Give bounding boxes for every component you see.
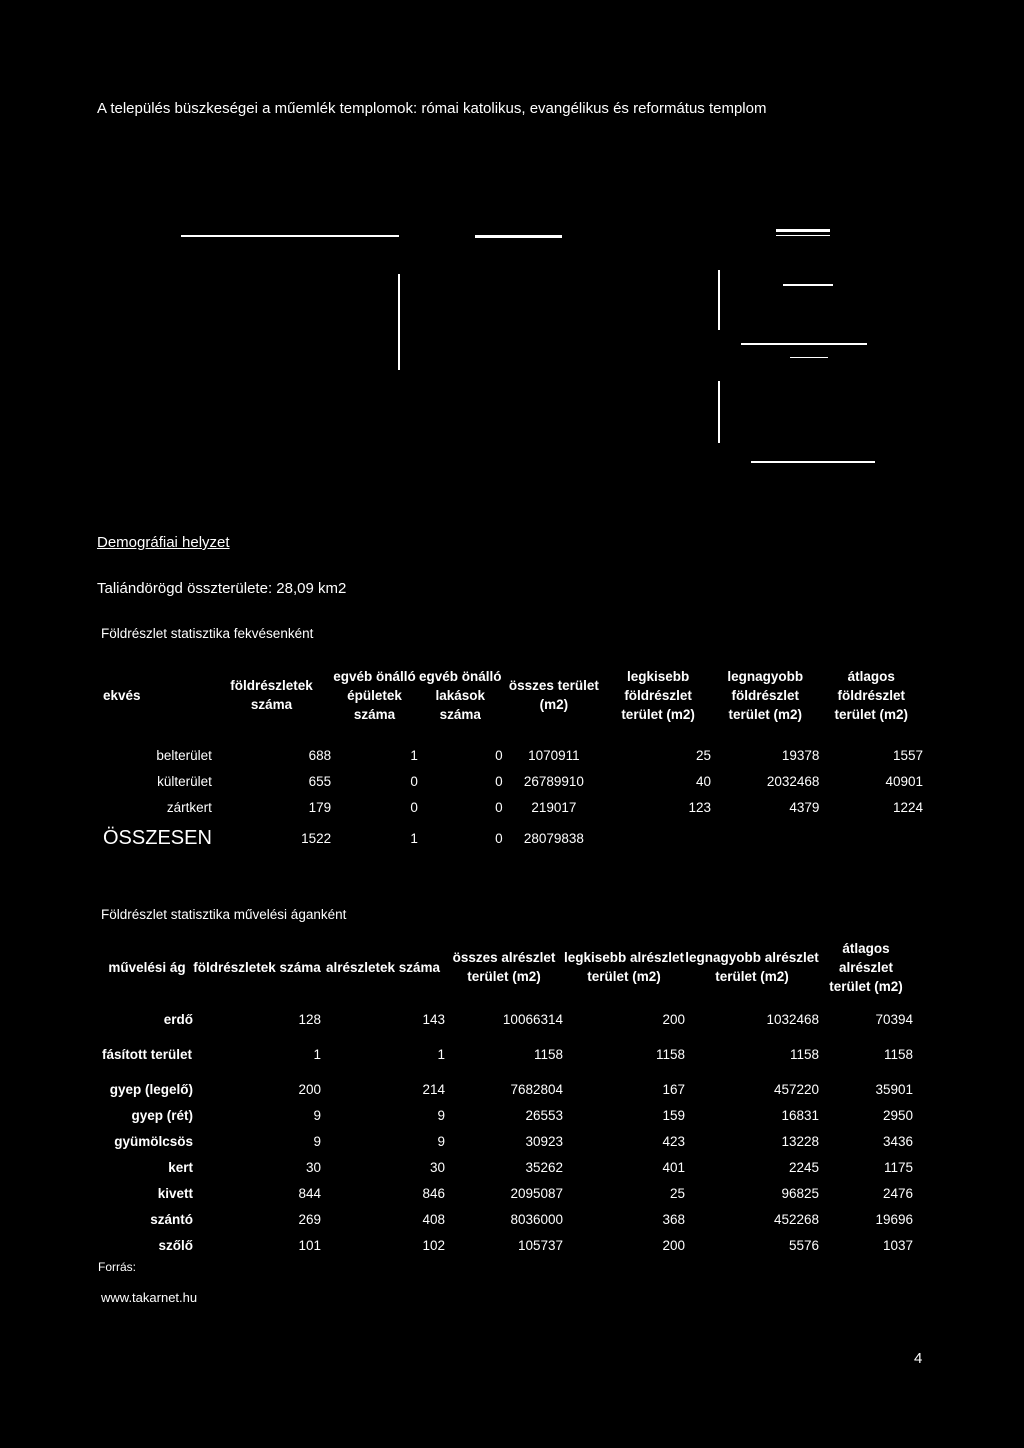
cell: 0: [495, 747, 503, 763]
cell: 10066314: [502, 1011, 563, 1027]
row-label: kert: [168, 1159, 193, 1175]
cell: 1158: [789, 1046, 819, 1062]
row-label: gyümölcsös: [114, 1133, 193, 1149]
table-by-location: [103, 648, 923, 856]
cell: [819, 820, 923, 856]
cell: 452268: [773, 1211, 819, 1227]
cell: 2950: [882, 1107, 913, 1123]
cell: 655: [308, 773, 332, 789]
cell: [711, 820, 819, 856]
cell: 96825: [781, 1185, 819, 1201]
cell: 9: [437, 1107, 445, 1123]
cell: 5576: [788, 1237, 819, 1253]
cell: 16831: [781, 1107, 819, 1123]
cell: 35901: [875, 1081, 913, 1097]
row-label: zártkert: [166, 799, 212, 815]
cell: 4379: [789, 799, 820, 815]
table-row: [101, 1128, 913, 1154]
col-header: földrészletek száma: [230, 678, 313, 712]
cell: 1224: [892, 799, 923, 815]
headline: A település büszkeségei a műemlék templomok: római katolikus, evangélikus és református templom: [97, 100, 767, 117]
col-header: ekvés: [103, 687, 141, 703]
cell: 179: [308, 799, 332, 815]
row-label: külterület: [157, 773, 212, 789]
page-number: 4: [914, 1350, 923, 1367]
cell: 2476: [882, 1185, 913, 1201]
cell: 401: [662, 1159, 685, 1175]
cell: 688: [308, 747, 332, 763]
cell: 30923: [525, 1133, 563, 1149]
col-header: alrészletek száma: [325, 959, 441, 975]
row-label: gyep (legelő): [109, 1081, 193, 1097]
table-row: [101, 1102, 913, 1128]
cell: 1037: [882, 1237, 913, 1253]
col-header: összes terület (m2): [508, 678, 599, 712]
cell: 408: [422, 1211, 445, 1227]
cell: 105737: [517, 1237, 563, 1253]
cell: 2245: [788, 1159, 819, 1175]
total-row: [103, 820, 923, 856]
cell: 368: [662, 1211, 685, 1227]
cell: 13228: [781, 1133, 819, 1149]
cell: 35262: [525, 1159, 563, 1175]
row-label: szőlő: [158, 1237, 193, 1253]
cell: 1: [410, 747, 418, 763]
cell: 846: [422, 1185, 445, 1201]
section-title: Demográfiai helyzet: [97, 534, 230, 551]
cell: 9: [437, 1133, 445, 1149]
cell: 123: [688, 799, 711, 815]
cell: 25: [669, 1185, 685, 1201]
table-row: [103, 768, 923, 794]
cell: 844: [298, 1185, 321, 1201]
cell: 457220: [773, 1081, 819, 1097]
table-row: [103, 794, 923, 820]
source-website: www.takarnet.hu: [101, 1290, 198, 1305]
cell: 19378: [781, 747, 820, 763]
cell: 70394: [875, 1011, 913, 1027]
cell: 40901: [885, 773, 923, 789]
cell: 0: [495, 799, 503, 815]
cell: 7682804: [510, 1081, 563, 1097]
cell: 0: [495, 830, 503, 846]
cell: 8036000: [510, 1211, 563, 1227]
table2-title: Földrészlet statisztika művelési áganként: [101, 907, 347, 922]
cell: 1: [313, 1046, 321, 1062]
cell: 200: [298, 1081, 321, 1097]
cell: 9: [313, 1133, 321, 1149]
cell: 102: [422, 1237, 445, 1253]
cell: 143: [422, 1011, 445, 1027]
cell: 3436: [882, 1133, 913, 1149]
cell: 200: [662, 1011, 685, 1027]
row-label: gyep (rét): [131, 1107, 193, 1123]
source-label: Forrás:: [98, 1260, 137, 1274]
cell: 1158: [883, 1046, 913, 1062]
cell: 30: [429, 1159, 445, 1175]
cell: 1158: [533, 1046, 563, 1062]
table1-title: Földrészlet statisztika fekvésenként: [101, 626, 314, 641]
cell: 219017: [531, 799, 577, 815]
table-row: [101, 1006, 913, 1032]
table-row: [103, 742, 923, 768]
cell: 1032468: [766, 1011, 819, 1027]
total-label: ÖSSZESEN: [103, 826, 212, 849]
cell: 1: [437, 1046, 445, 1062]
table-row: [101, 1032, 913, 1076]
cell: 19696: [875, 1211, 913, 1227]
cell: 2095087: [510, 1185, 563, 1201]
cell: 40: [695, 773, 711, 789]
row-label: belterület: [156, 747, 212, 763]
table-row: [101, 1206, 913, 1232]
cell: 28079838: [523, 830, 584, 846]
cell: 25: [695, 747, 711, 763]
row-label: fásított terület: [101, 1046, 192, 1062]
total-area: Taliándörögd összterülete: 28,09 km2: [97, 580, 347, 597]
col-header: átlagos alrészlet terület (m2): [829, 940, 903, 994]
cell: 269: [298, 1211, 321, 1227]
col-header: legkisebb földrészlet terület (m2): [621, 668, 695, 722]
row-label: kivett: [157, 1185, 193, 1201]
cell: 1070911: [528, 747, 580, 763]
cell: 214: [422, 1081, 445, 1097]
cell: 0: [410, 799, 418, 815]
col-header: egvéb önálló épületek száma: [333, 668, 416, 722]
cell: 1557: [892, 747, 923, 763]
col-header: legkisebb alrészlet terület (m2): [563, 950, 685, 984]
cell: 128: [298, 1011, 321, 1027]
cell: 1175: [883, 1159, 913, 1175]
cell: 159: [662, 1107, 685, 1123]
table-row: [101, 1076, 913, 1102]
cell: 0: [495, 773, 503, 789]
col-header: összes alrészlet terület (m2): [452, 950, 556, 984]
table-row: [101, 1154, 913, 1180]
col-header: művelési ág: [108, 959, 186, 975]
col-header: földrészletek száma: [193, 959, 321, 975]
cell: 26789910: [523, 773, 584, 789]
cell: 200: [662, 1237, 685, 1253]
col-header: átlagos földrészlet terület (m2): [834, 668, 908, 722]
cell: 30: [305, 1159, 321, 1175]
cell: [605, 820, 711, 856]
cell: 0: [410, 773, 418, 789]
cell: 1158: [655, 1046, 685, 1062]
cell: 1522: [301, 830, 332, 846]
cell: 26553: [525, 1107, 563, 1123]
table-by-cultivation: [101, 928, 913, 1258]
cell: 423: [662, 1133, 685, 1149]
cell: 1: [410, 830, 418, 846]
col-header: egvéb önálló lakások száma: [418, 668, 502, 722]
table-row: [101, 1180, 913, 1206]
row-label: szántó: [150, 1211, 193, 1227]
row-label: erdő: [163, 1011, 193, 1027]
cell: 101: [298, 1237, 321, 1253]
col-header: legnagyobb alrészlet terület (m2): [685, 950, 819, 984]
table-row: [101, 1232, 913, 1258]
cell: 2032468: [766, 773, 820, 789]
col-header: legnagyobb földrészlet terület (m2): [727, 668, 804, 722]
cell: 167: [662, 1081, 685, 1097]
cell: 9: [313, 1107, 321, 1123]
